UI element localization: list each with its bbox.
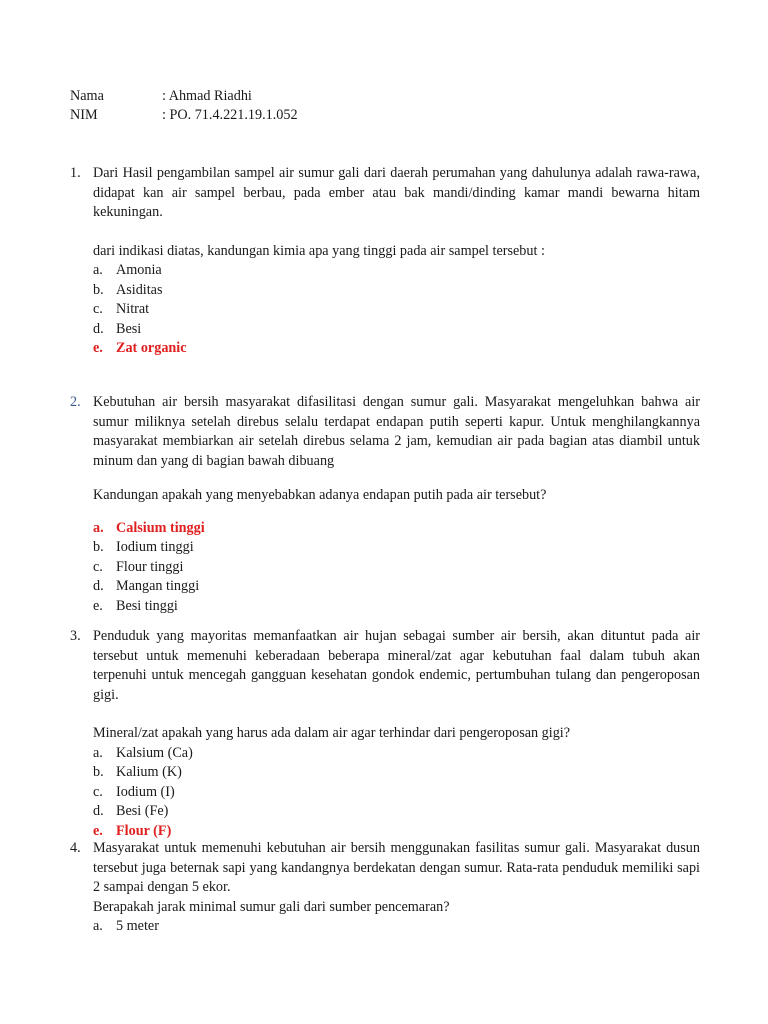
question-4 (70, 839, 700, 937)
option-letter: a. (93, 262, 103, 278)
option-d (70, 577, 700, 597)
question-text: Dari Hasil pengambilan sampel air sumur gali dari daerah perumahan yang dahulunya adalah rawa-rawa, didapat kan air sampel berbau, pada ember atau bak mandi/dinding kamar mandi bewarna hitam kekuningan. (93, 165, 700, 220)
nim-value: : PO. 71.4.221.19.1.052 (162, 107, 298, 123)
option-letter: d. (93, 803, 104, 819)
question-2 (70, 393, 700, 616)
option-letter: c. (93, 783, 103, 800)
option-text: Flour tinggi (116, 558, 184, 575)
option-letter: c. (93, 301, 103, 317)
option-d (70, 320, 700, 340)
option-text: 5 meter (116, 918, 159, 934)
question-text: Kebutuhan air bersih masyarakat difasilitasi dengan sumur gali. Masyarakat mengeluhkan bahwa air sumur miliknya setelah direbus selalu terdapat endapan putih seperti kapur. Untuk menghilangkannya masyarakat membiarkan air setelah direbus selama 2 jam, kemudian air pada bagian atas diambil untuk minum dan yang di bagian bawah dibuang (93, 394, 700, 469)
option-b (70, 763, 700, 783)
option-text: Kalsium (Ca) (116, 744, 193, 761)
question-prompt: Kandungan apakah yang menyebabkan adanya endapan putih pada air tersebut? (93, 487, 547, 503)
option-letter: c. (93, 558, 103, 575)
question-text: Penduduk yang mayoritas memanfaatkan air hujan sebagai sumber air bersih, akan dituntut pada air tersebut untuk memenuhi keberadaan beberapa mineral/zat agar kebutuhan faal dalam tubuh akan terpenuhi untuk mencegah gangguan kesehatan gondok endemic, pertumbuhan tulang dan pengeroposan gigi. (93, 628, 700, 703)
option-text: Flour (F) (116, 822, 172, 839)
option-text: Kalium (K) (116, 764, 182, 780)
option-text: Amonia (116, 262, 162, 278)
question-number: 4. (70, 840, 81, 856)
question-text: Masyarakat untuk memenuhi kebutuhan air bersih menggunakan fasilitas sumur gali. Masyarakat dusun tersebut juga beternak sapi yang kandangnya berdekatan dengan sumur. Rata-rata penduduk memiliki sapi 2 sampai dengan 5 ekor. (93, 840, 700, 895)
option-c (70, 300, 700, 320)
option-list (70, 744, 700, 842)
option-b (70, 538, 700, 558)
nim-label: NIM (70, 107, 98, 123)
option-b (70, 281, 700, 301)
option-list (70, 917, 700, 937)
option-c (70, 783, 700, 803)
option-text: Calsium tinggi (116, 519, 205, 536)
question-1 (70, 164, 700, 359)
option-text: Mangan tinggi (116, 578, 200, 594)
question-number: 1. (70, 165, 81, 181)
option-text: Zat organic (116, 340, 187, 356)
question-prompt: Berapakah jarak minimal sumur gali dari sumber pencemaran? (93, 898, 450, 915)
question-prompt: Mineral/zat apakah yang harus ada dalam air agar terhindar dari pengeroposan gigi? (93, 725, 571, 741)
question-number: 2. (70, 394, 81, 410)
option-a (70, 261, 700, 281)
option-letter: b. (93, 764, 104, 780)
option-text: Iodium (I) (116, 783, 175, 800)
question-3 (70, 627, 700, 841)
option-text: Besi (Fe) (116, 803, 169, 819)
option-d (70, 802, 700, 822)
option-list (70, 261, 700, 359)
question-prompt: dari indikasi diatas, kandungan kimia apa yang tinggi pada air sampel tersebut : (93, 242, 545, 259)
option-letter: e. (93, 597, 103, 614)
option-letter: b. (93, 539, 104, 555)
option-text: Besi tinggi (116, 597, 178, 614)
option-letter: a. (93, 744, 103, 761)
option-a (70, 917, 700, 937)
option-c (70, 558, 700, 578)
name-label: Nama (70, 88, 104, 104)
option-letter: b. (93, 281, 104, 298)
option-text: Nitrat (116, 301, 150, 317)
option-letter: d. (93, 578, 104, 594)
option-letter: a. (93, 918, 103, 934)
option-a (70, 744, 700, 764)
option-text: Besi (116, 320, 142, 337)
option-letter: e. (93, 340, 103, 356)
question-number: 3. (70, 628, 81, 644)
option-text: Iodium tinggi (116, 539, 194, 555)
option-letter: d. (93, 320, 104, 337)
option-letter: a. (93, 519, 104, 536)
option-letter: e. (93, 822, 103, 839)
option-a-correct (70, 519, 700, 539)
option-text: Asiditas (116, 281, 163, 298)
option-list (70, 519, 700, 617)
option-e (70, 597, 700, 617)
name-value: : Ahmad Riadhi (162, 88, 252, 104)
option-e-correct (70, 339, 700, 359)
